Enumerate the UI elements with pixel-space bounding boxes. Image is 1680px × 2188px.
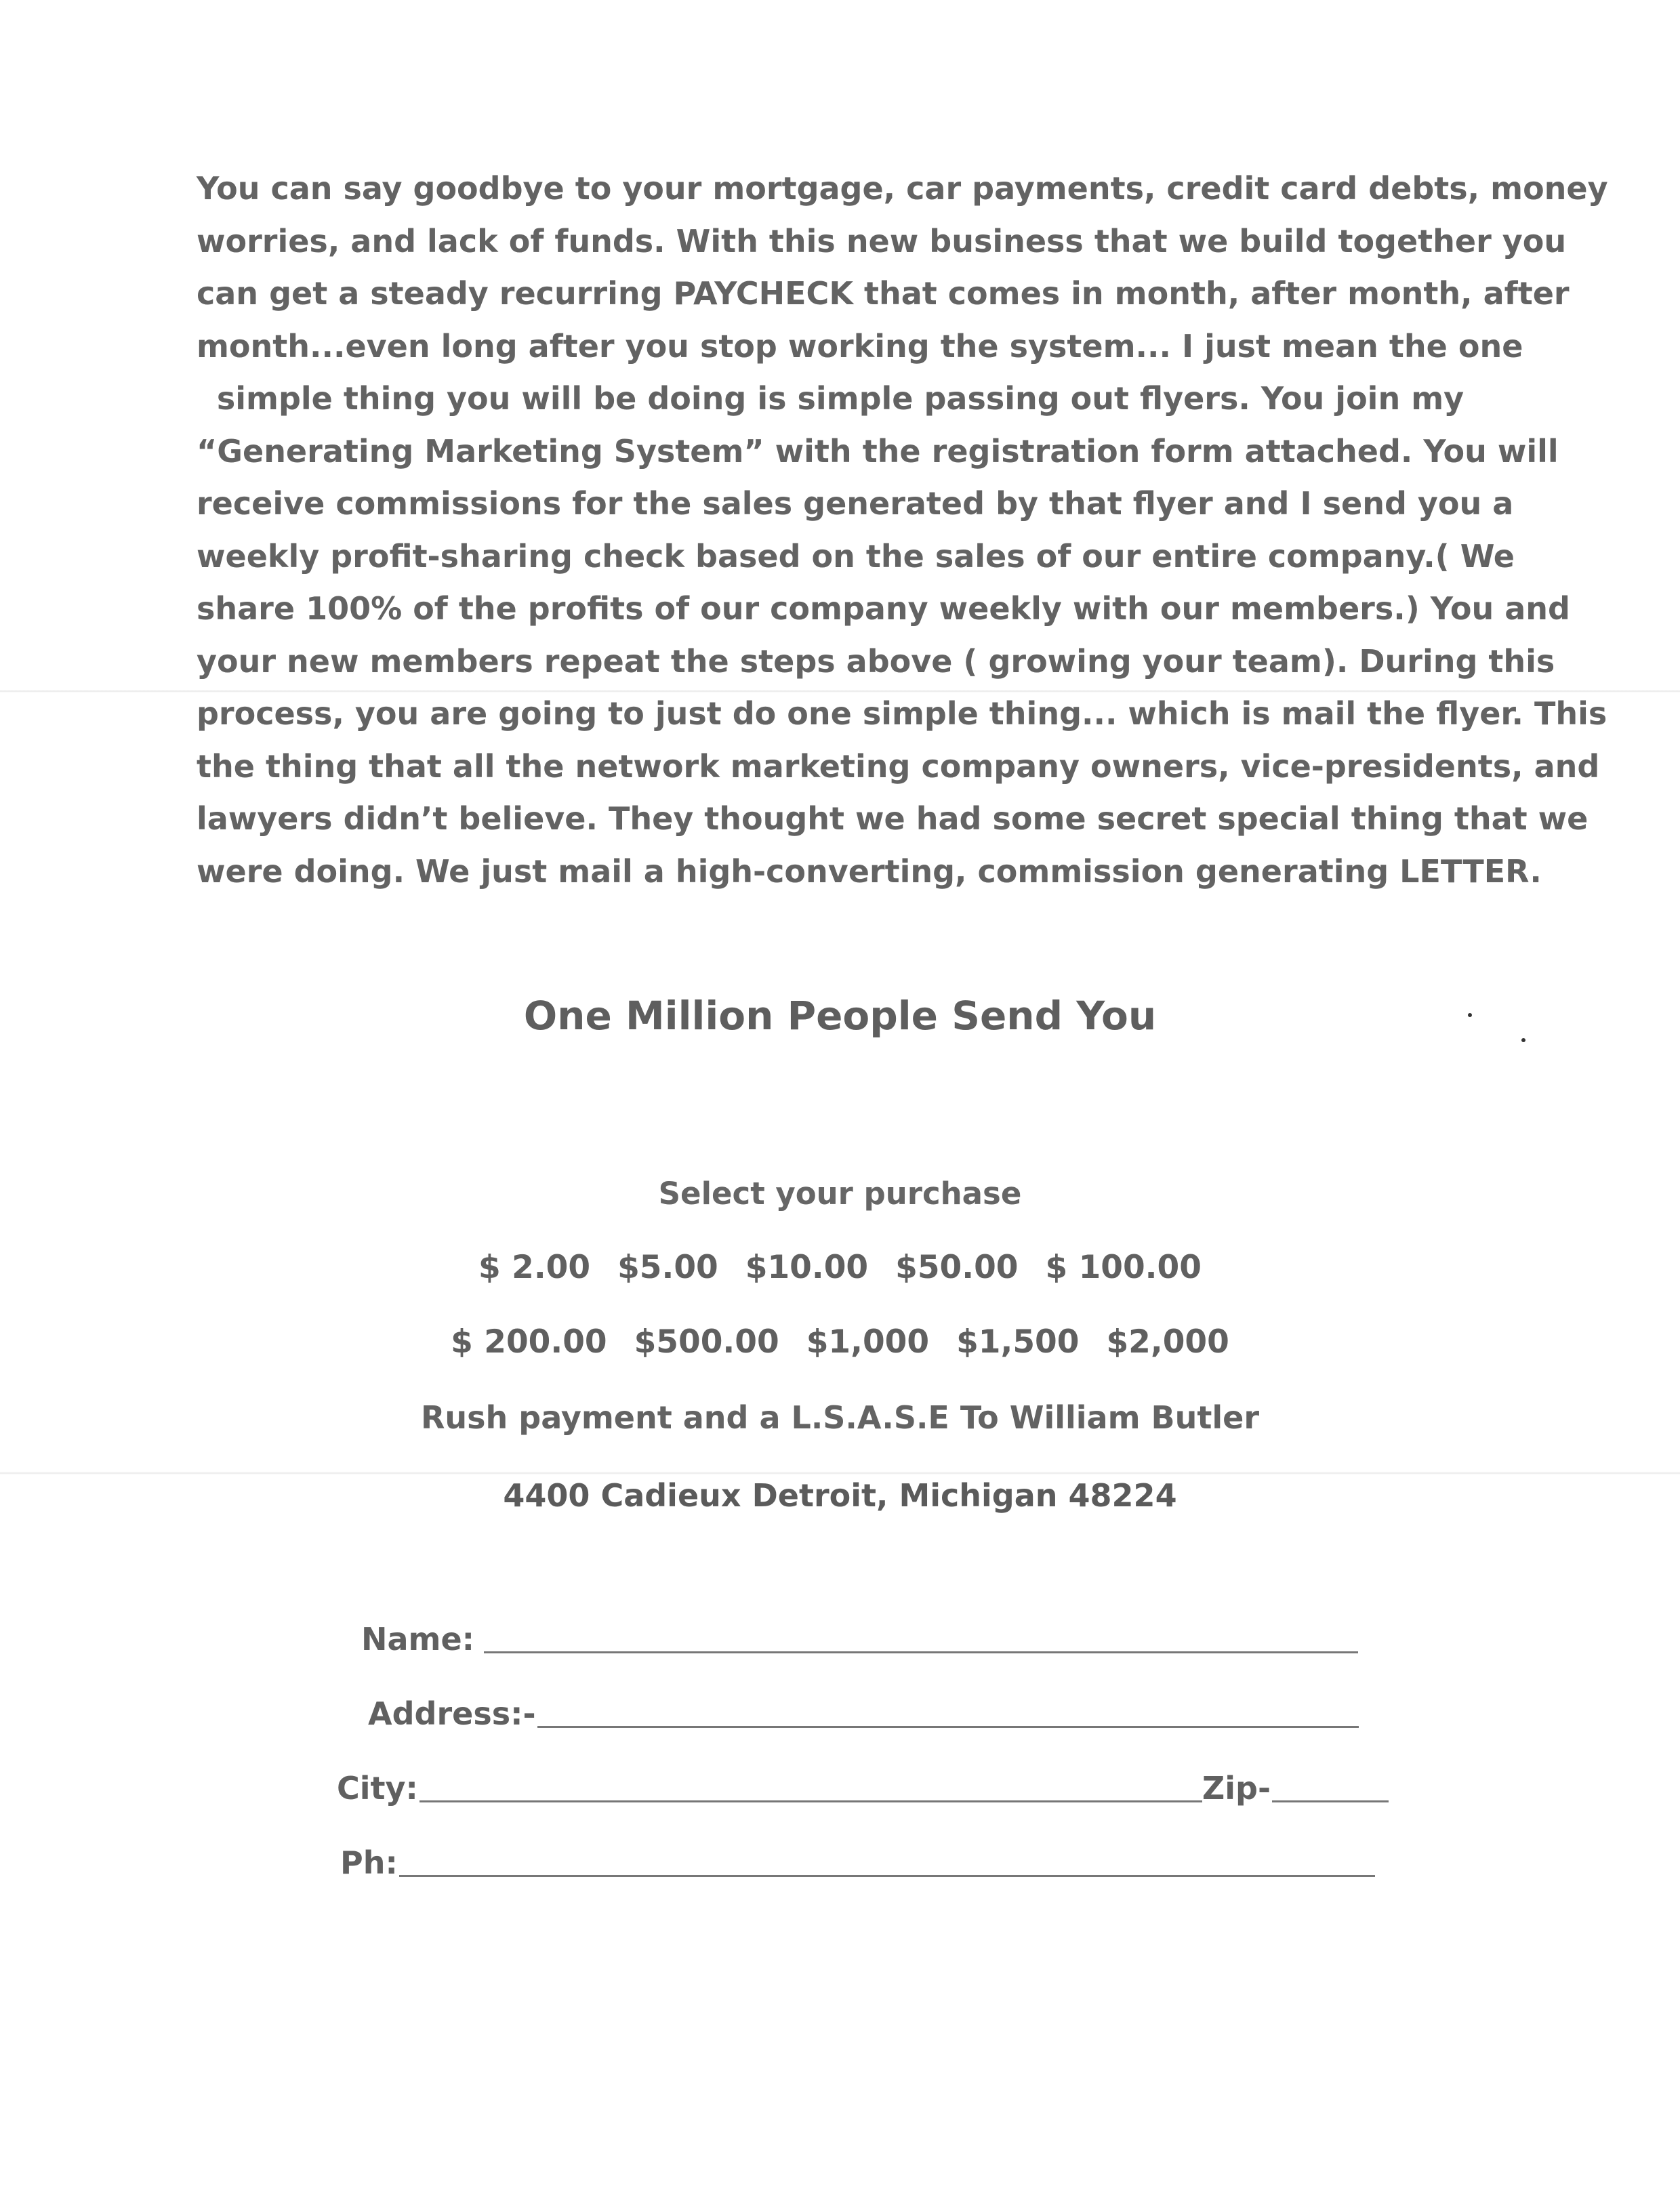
price-option[interactable]: $5.00 <box>617 1249 718 1286</box>
rush-payment-line: Rush payment and a L.S.A.S.E To William Butler <box>420 1399 1259 1436</box>
intro-line: “Generating Marketing System” with the registration form attached. You will <box>197 432 1559 470</box>
name-row <box>361 1621 1358 1657</box>
city-label: City: <box>337 1770 418 1807</box>
zip-field[interactable] <box>1272 1771 1389 1802</box>
headline: One Million People Send You <box>523 993 1157 1039</box>
intro-line: were doing. We just mail a high-converting, commission generating LETTER. <box>197 852 1542 890</box>
city-field[interactable] <box>419 1771 1202 1802</box>
paper-speck <box>1521 1038 1525 1042</box>
address-label: Address:- <box>368 1695 536 1732</box>
intro-line: lawyers didn’t believe. They thought we had some secret special thing that we <box>197 800 1589 837</box>
price-option[interactable]: $2,000 <box>1106 1323 1229 1361</box>
intro-line: You can say goodbye to your mortgage, car payments, credit card debts, money <box>197 170 1608 207</box>
name-field[interactable] <box>484 1622 1358 1653</box>
intro-line: month...even long after you stop working the system... I just mean the one <box>197 327 1523 365</box>
price-option[interactable]: $ 2.00 <box>478 1249 591 1286</box>
price-option[interactable]: $50.00 <box>895 1249 1019 1286</box>
price-option[interactable]: $ 200.00 <box>451 1323 607 1361</box>
intro-line: simple thing you will be doing is simple passing out flyers. You join my <box>216 380 1464 417</box>
intro-line: share 100% of the profits of our company weekly with our members.) You and <box>197 590 1570 627</box>
paper-fold-line-bottom <box>0 1472 1680 1474</box>
price-option[interactable]: $ 100.00 <box>1045 1249 1202 1286</box>
price-option[interactable]: $500.00 <box>634 1323 779 1361</box>
phone-label: Ph: <box>340 1844 398 1881</box>
phone-field[interactable] <box>399 1845 1375 1877</box>
intro-line: can get a steady recurring PAYCHECK that comes in month, after month, after <box>197 275 1570 312</box>
intro-line: your new members repeat the steps above ( growing your team). During this <box>197 642 1555 680</box>
purchase-title: Select your purchase <box>658 1176 1022 1212</box>
intro-line: receive commissions for the sales generated by that flyer and I send you a <box>197 485 1514 522</box>
intro-line: worries, and lack of funds. With this new business that we build together you <box>197 222 1567 260</box>
address-field[interactable] <box>537 1696 1359 1728</box>
intro-line: weekly profit-sharing check based on the sales of our entire company.( We <box>197 537 1515 575</box>
price-option[interactable]: $1,000 <box>806 1323 930 1361</box>
price-option[interactable]: $10.00 <box>745 1249 869 1286</box>
phone-row <box>340 1844 1375 1881</box>
price-options-row-1 <box>0 1249 1680 1286</box>
city-zip-row <box>337 1770 1389 1807</box>
intro-line: the thing that all the network marketing company owners, vice-presidents, and <box>197 747 1600 785</box>
zip-label: Zip- <box>1202 1770 1271 1807</box>
address-row <box>368 1695 1359 1732</box>
name-label: Name: <box>361 1621 475 1657</box>
price-option[interactable]: $1,500 <box>956 1323 1080 1361</box>
price-options-row-2 <box>0 1323 1680 1361</box>
intro-line: process, you are going to just do one simple thing... which is mail the flyer. This <box>197 695 1607 732</box>
mailing-address: 4400 Cadieux Detroit, Michigan 48224 <box>503 1477 1177 1514</box>
paper-speck <box>1468 1013 1472 1017</box>
intro-paragraph <box>197 163 1608 898</box>
